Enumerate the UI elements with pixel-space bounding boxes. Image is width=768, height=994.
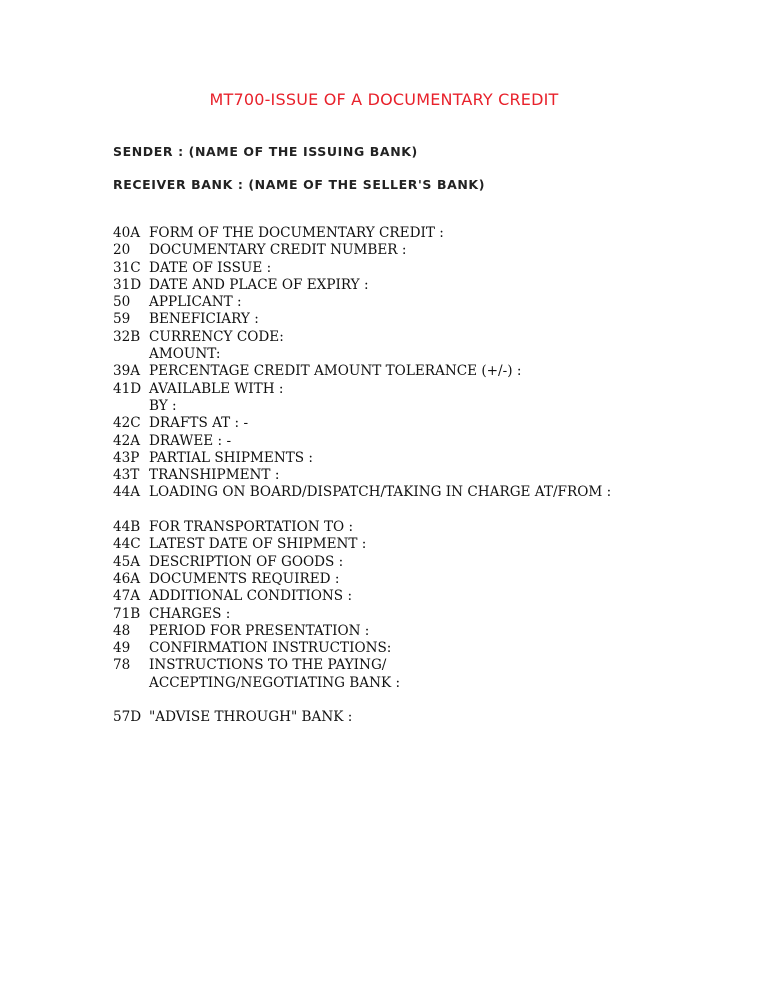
field-label: CONFIRMATION INSTRUCTIONS: (149, 640, 392, 657)
field-row-45a (113, 554, 611, 571)
field-label: AVAILABLE WITH : (149, 380, 284, 397)
field-tag: 44B (113, 519, 141, 536)
field-tag: 45A (113, 553, 141, 570)
field-row-20 (113, 242, 611, 259)
field-row-31c (113, 260, 611, 277)
sender-line: SENDER : (NAME OF THE ISSUING BANK) (113, 144, 418, 159)
field-row-48 (113, 623, 611, 640)
field-label: CHARGES : (149, 605, 231, 622)
field-row-42a (113, 433, 611, 450)
field-tag: 31D (113, 276, 142, 293)
field-tag: 78 (113, 657, 131, 674)
field-tag: 43T (113, 467, 140, 484)
field-tag: 48 (113, 622, 131, 639)
field-row-44a (113, 484, 611, 501)
field-tag: 49 (113, 640, 131, 657)
field-label: APPLICANT : (149, 294, 242, 311)
field-label: TRANSHIPMENT : (149, 467, 280, 484)
field-row-71b (113, 606, 611, 623)
field-row-amount (113, 346, 611, 363)
field-tag: 40A (113, 225, 141, 241)
field-row-32b (113, 329, 611, 346)
field-tag: 59 (113, 311, 131, 328)
field-row-31d (113, 277, 611, 294)
field-row-39a (113, 363, 611, 380)
field-row-50 (113, 294, 611, 311)
field-label: FORM OF THE DOCUMENTARY CREDIT : (149, 225, 444, 241)
field-label: FOR TRANSPORTATION TO : (149, 519, 354, 536)
field-label: CURRENCY CODE: (149, 328, 284, 345)
field-row-43p (113, 450, 611, 467)
field-row-57d (113, 709, 611, 726)
field-label: INSTRUCTIONS TO THE PAYING/ (149, 657, 387, 674)
field-tag: 42A (113, 432, 141, 449)
field-label: DRAWEE : - (149, 432, 232, 449)
field-row-41d (113, 381, 611, 398)
field-label: LOADING ON BOARD/DISPATCH/TAKING IN CHARGE AT/FROM : (149, 484, 612, 501)
field-label: PERCENTAGE CREDIT AMOUNT TOLERANCE (+/-) : (149, 363, 522, 380)
field-label: "ADVISE THROUGH" BANK : (149, 709, 353, 726)
field-tag: 32B (113, 328, 141, 345)
field-label: DATE AND PLACE OF EXPIRY : (149, 276, 369, 293)
field-label: PERIOD FOR PRESENTATION : (149, 622, 370, 639)
field-row-by (113, 398, 611, 415)
field-tag: 42C (113, 415, 141, 432)
field-tag: 50 (113, 294, 131, 311)
field-tag: 44C (113, 536, 141, 553)
field-tag: 43P (113, 449, 140, 466)
field-row-49 (113, 640, 611, 657)
field-label: DATE OF ISSUE : (149, 259, 272, 276)
field-tag: 44A (113, 484, 141, 501)
field-label: DOCUMENTS REQUIRED : (149, 570, 340, 587)
receiver-bank-line: RECEIVER BANK : (NAME OF THE SELLER'S BANK) (113, 177, 486, 192)
field-label: BENEFICIARY : (149, 311, 259, 328)
document-title: MT700-ISSUE OF A DOCUMENTARY CREDIT (209, 90, 559, 109)
field-row-44b (113, 519, 611, 536)
field-row-59 (113, 311, 611, 328)
field-label: AMOUNT: (149, 346, 221, 363)
field-row-43t (113, 467, 611, 484)
field-tag: 31C (113, 259, 141, 276)
field-row-47a (113, 588, 611, 605)
field-tag: 39A (113, 363, 141, 380)
field-tag: 47A (113, 588, 141, 605)
field-row-46a (113, 571, 611, 588)
field-label: ACCEPTING/NEGOTIATING BANK : (149, 674, 401, 691)
field-tag: 20 (113, 242, 131, 259)
field-label: DESCRIPTION OF GOODS : (149, 553, 344, 570)
field-tag: 71B (113, 605, 141, 622)
field-tag: 41D (113, 380, 142, 397)
field-label: LATEST DATE OF SHIPMENT : (149, 536, 367, 553)
field-row-78 (113, 657, 611, 674)
field-label: DOCUMENTARY CREDIT NUMBER : (149, 242, 407, 259)
field-row-44c (113, 536, 611, 553)
field-tag: 57D (113, 709, 142, 726)
field-row-42c (113, 415, 611, 432)
field-list (113, 225, 611, 727)
field-label: ADDITIONAL CONDITIONS : (149, 588, 353, 605)
field-tag: 46A (113, 570, 141, 587)
field-row-40a (113, 225, 611, 242)
field-label: DRAFTS AT : - (149, 415, 249, 432)
field-label: BY : (149, 397, 177, 414)
field-row-78-continued (113, 675, 611, 692)
field-label: PARTIAL SHIPMENTS : (149, 449, 314, 466)
